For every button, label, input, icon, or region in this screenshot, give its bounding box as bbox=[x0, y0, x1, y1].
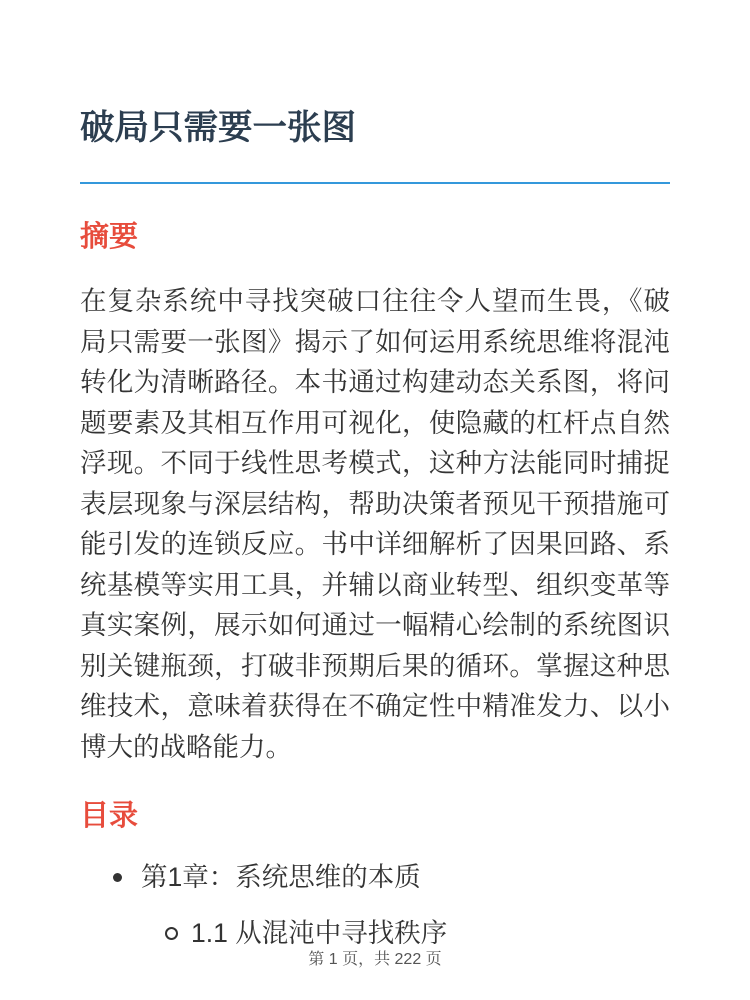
title-divider bbox=[80, 182, 670, 184]
page-footer bbox=[0, 946, 750, 969]
toc-item-section-label: 1.1 从混沌中寻找秩序 bbox=[191, 917, 448, 948]
disc-bullet-icon bbox=[113, 873, 122, 882]
circle-bullet-icon bbox=[165, 927, 178, 940]
toc-item-chapter bbox=[80, 857, 670, 897]
summary-paragraph: 在复杂系统中寻找突破口往往令人望而生畏，《破局只需要一张图》揭示了如何运用系统思维将混沌转化为清晰路径。本书通过构建动态关系图，将问题要素及其相互作用可视化，使隐藏的杠杆点自然浮现。不同于线性思考模式，这种方法能同时捕捉表层现象与深层结构，帮助决策者预见干预措施可能引发的连锁反应。书中详细解析了因果回路、系统基模等实用工具，并辅以商业转型、组织变革等真实案例，展示如何通过一幅精心绘制的系统图识别关键瓶颈，打破非预期后果的循环。掌握这种思维技术，意味着获得在不确定性中精准发力、以小博大的战略能力。 bbox=[80, 286, 670, 762]
toc-heading: 目录 bbox=[80, 800, 139, 833]
page-title: 破局只需要一张图 bbox=[80, 109, 356, 147]
toc-item-chapter-label: 第1章：系统思维的本质 bbox=[141, 861, 421, 892]
summary-heading: 摘要 bbox=[80, 221, 139, 254]
toc-list bbox=[80, 857, 670, 953]
page-number-label: 第 1 页，共 222 页 bbox=[308, 951, 442, 968]
